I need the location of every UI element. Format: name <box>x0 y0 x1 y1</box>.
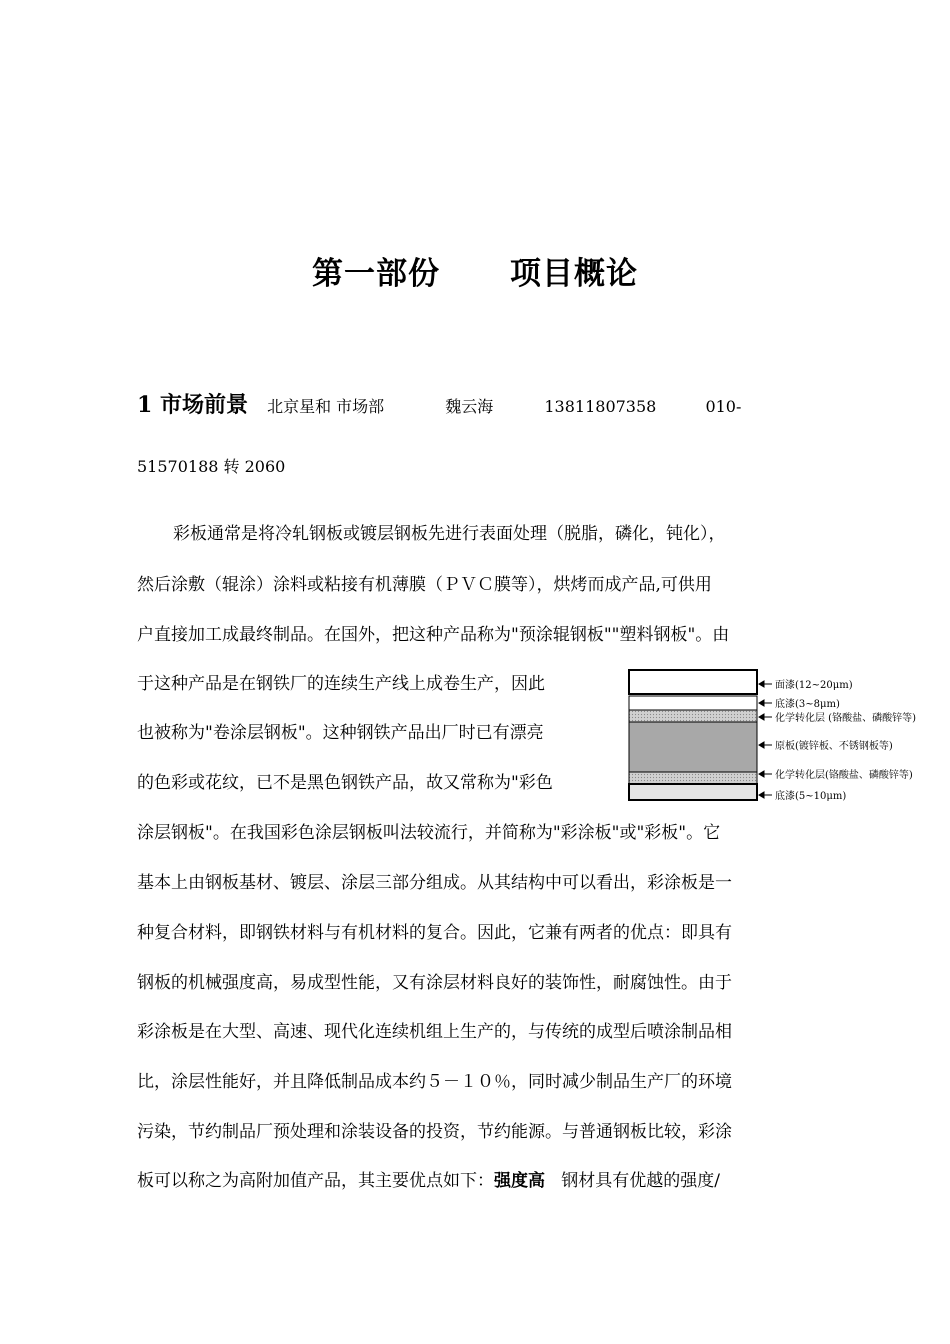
label-primer: 底漆(3~8μm) <box>775 699 840 710</box>
body-line: 户直接加工成最终制品。在国外，把这种产品称为"预涂辊钢板""塑料钢板"。由 <box>137 625 730 645</box>
coating-structure-diagram <box>628 668 944 806</box>
body-line: 基本上由钢板基材、镀层、涂层三部分组成。从其结构中可以看出，彩涂板是一 <box>137 873 732 893</box>
tel-prefix: 010- <box>705 397 742 416</box>
section-heading: 1 市场前景 <box>137 392 248 418</box>
layer-backcoat <box>629 784 757 800</box>
body-line: 钢板的机械强度高，易成型性能，又有涂层材料良好的装饰性，耐腐蚀性。由于 <box>137 973 732 993</box>
section-header <box>137 388 817 419</box>
title-name: 项目概论 <box>510 256 638 292</box>
body-line: 污染，节约制品厂预处理和涂装设备的投资，节约能源。与普通钢板比较，彩涂 <box>137 1122 732 1142</box>
body-text: 钢材具有优越的强度/ <box>561 1171 720 1191</box>
contact-phone: 13811807358 <box>544 397 657 416</box>
body-line: 的色彩或花纹，已不是黑色钢铁产品，故又常称为"彩色 <box>137 773 553 793</box>
layer-chem-top <box>629 710 757 722</box>
layer-diagram <box>628 668 944 806</box>
company-dept: 北京星和 市场部 <box>267 397 385 416</box>
body-line: 比，涂层性能好，并且降低制品成本约５－１０％，同时减少制品生产厂的环境 <box>137 1072 732 1092</box>
body-line <box>137 1166 720 1191</box>
tel-number: 51570188 转 2060 <box>137 457 286 476</box>
label-chem-top: 化学转化层 (铬酸盐、磷酸锌等) <box>775 713 916 724</box>
layer-substrate <box>629 722 757 772</box>
body-line: 彩涂板是在大型、高速、现代化连续机组上生产的，与传统的成型后喷涂制品相 <box>137 1022 732 1042</box>
body-line: 于这种产品是在钢铁厂的连续生产线上成卷生产，因此 <box>137 674 545 694</box>
body-line: 也被称为"卷涂层钢板"。这种钢铁产品出厂时已有漂亮 <box>137 723 544 743</box>
body-text: 板可以称之为高附加值产品，其主要优点如下： <box>137 1171 494 1191</box>
label-backcoat: 底漆(5~10μm) <box>775 791 847 802</box>
label-substrate: 原板(镀锌板、不锈钢板等) <box>775 741 893 752</box>
page-title <box>0 248 950 293</box>
label-topcoat: 面漆(12~20μm) <box>775 680 853 691</box>
body-line: 彩板通常是将冷轧钢板或镀层钢板先进行表面处理（脱脂，磷化，钝化）， <box>173 524 726 544</box>
label-chem-bottom: 化学转化层(铬酸盐、磷酸锌等) <box>775 770 913 781</box>
contact-person: 魏云海 <box>445 397 494 416</box>
body-line: 种复合材料，即钢铁材料与有机材料的复合。因此，它兼有两者的优点：即具有 <box>137 923 732 943</box>
advantage-heading: 强度高 <box>494 1171 545 1191</box>
title-part: 第一部份 <box>312 256 440 292</box>
body-line: 然后涂敷（辊涂）涂料或粘接有机薄膜（ＰＶＣ膜等），烘烤而成产品,可供用 <box>137 575 712 595</box>
layer-topcoat <box>629 670 757 694</box>
body-line: 涂层钢板"。在我国彩色涂层钢板叫法较流行，并简称为"彩涂板"或"彩板"。它 <box>137 823 721 843</box>
layer-primer <box>629 696 757 710</box>
layer-chem-bottom <box>629 772 757 784</box>
